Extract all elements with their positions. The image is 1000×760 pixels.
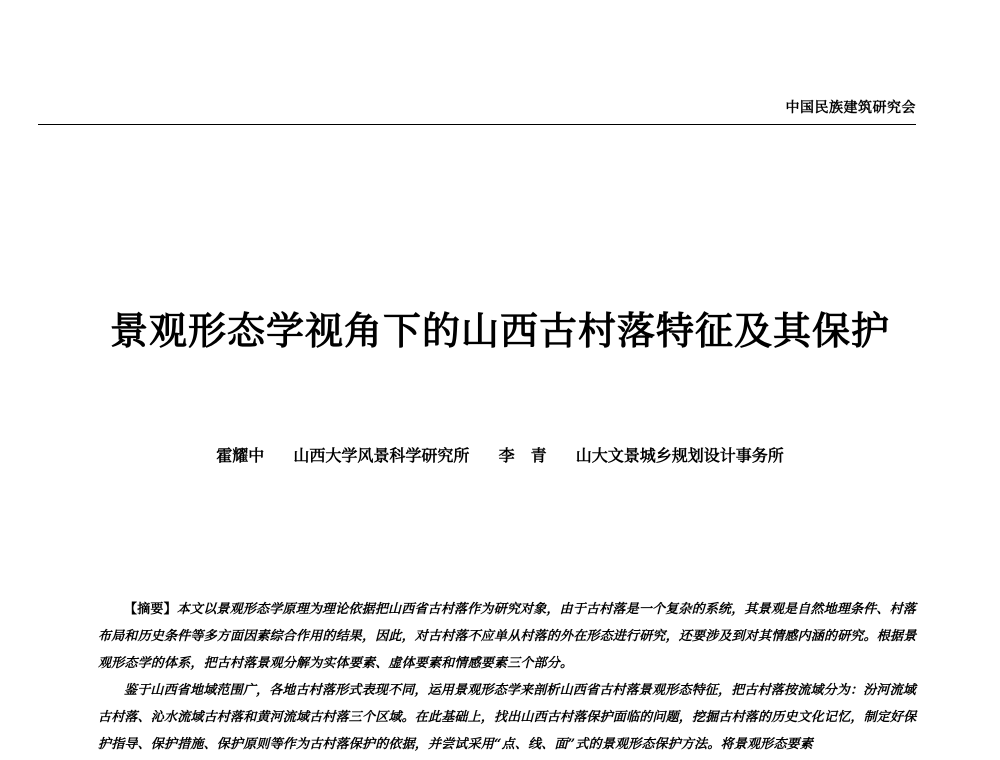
article-title: 景观形态学视角下的山西古村落特征及其保护 <box>109 308 890 353</box>
author-name: 霍耀中 <box>216 446 265 465</box>
author-affiliation: 山大文景城乡规划设计事务所 <box>575 446 784 465</box>
journal-header-organization: 中国民族建筑研究会 <box>785 100 916 116</box>
author-name: 李 青 <box>498 446 547 465</box>
abstract-paragraph <box>98 596 920 677</box>
author-affiliation: 山西大学风景科学研究所 <box>293 446 470 465</box>
header-divider <box>38 124 916 125</box>
abstract <box>98 596 920 758</box>
author-line <box>0 443 1000 466</box>
abstract-paragraph: 鉴于山西省地域范围广，各地古村落形式表现不同，运用景观形态学来剖析山西省古村落景观形态特征，把古村落按流域分为：汾河流域古村落、沁水流域古村落和黄河流域古村落三个区域。在此基础上，找出山西古村落保护面临的问题，挖掘古村落的历史文化记忆，制定好保护指导、保护措施、保护原则等作为古村落保护的依据，并尝试采用“点、线、面”式的景观形态保护方法。将景观形态要素 <box>98 683 917 752</box>
abstract-label: 【摘要】 <box>124 602 177 617</box>
abstract-text: 本文以景观形态学原理为理论依据把山西省古村落作为研究对象，由于古村落是一个复杂的系统，其景观是自然地理条件、村落布局和历史条件等多方面因素综合作用的结果，因此，对古村落不应单从村落的外在形态进行研究，还要涉及到对其情感内涵的研究。根据景观形态学的体系，把古村落景观分解为实体要素、虚体要素和情感要素三个部分。 <box>98 602 917 671</box>
